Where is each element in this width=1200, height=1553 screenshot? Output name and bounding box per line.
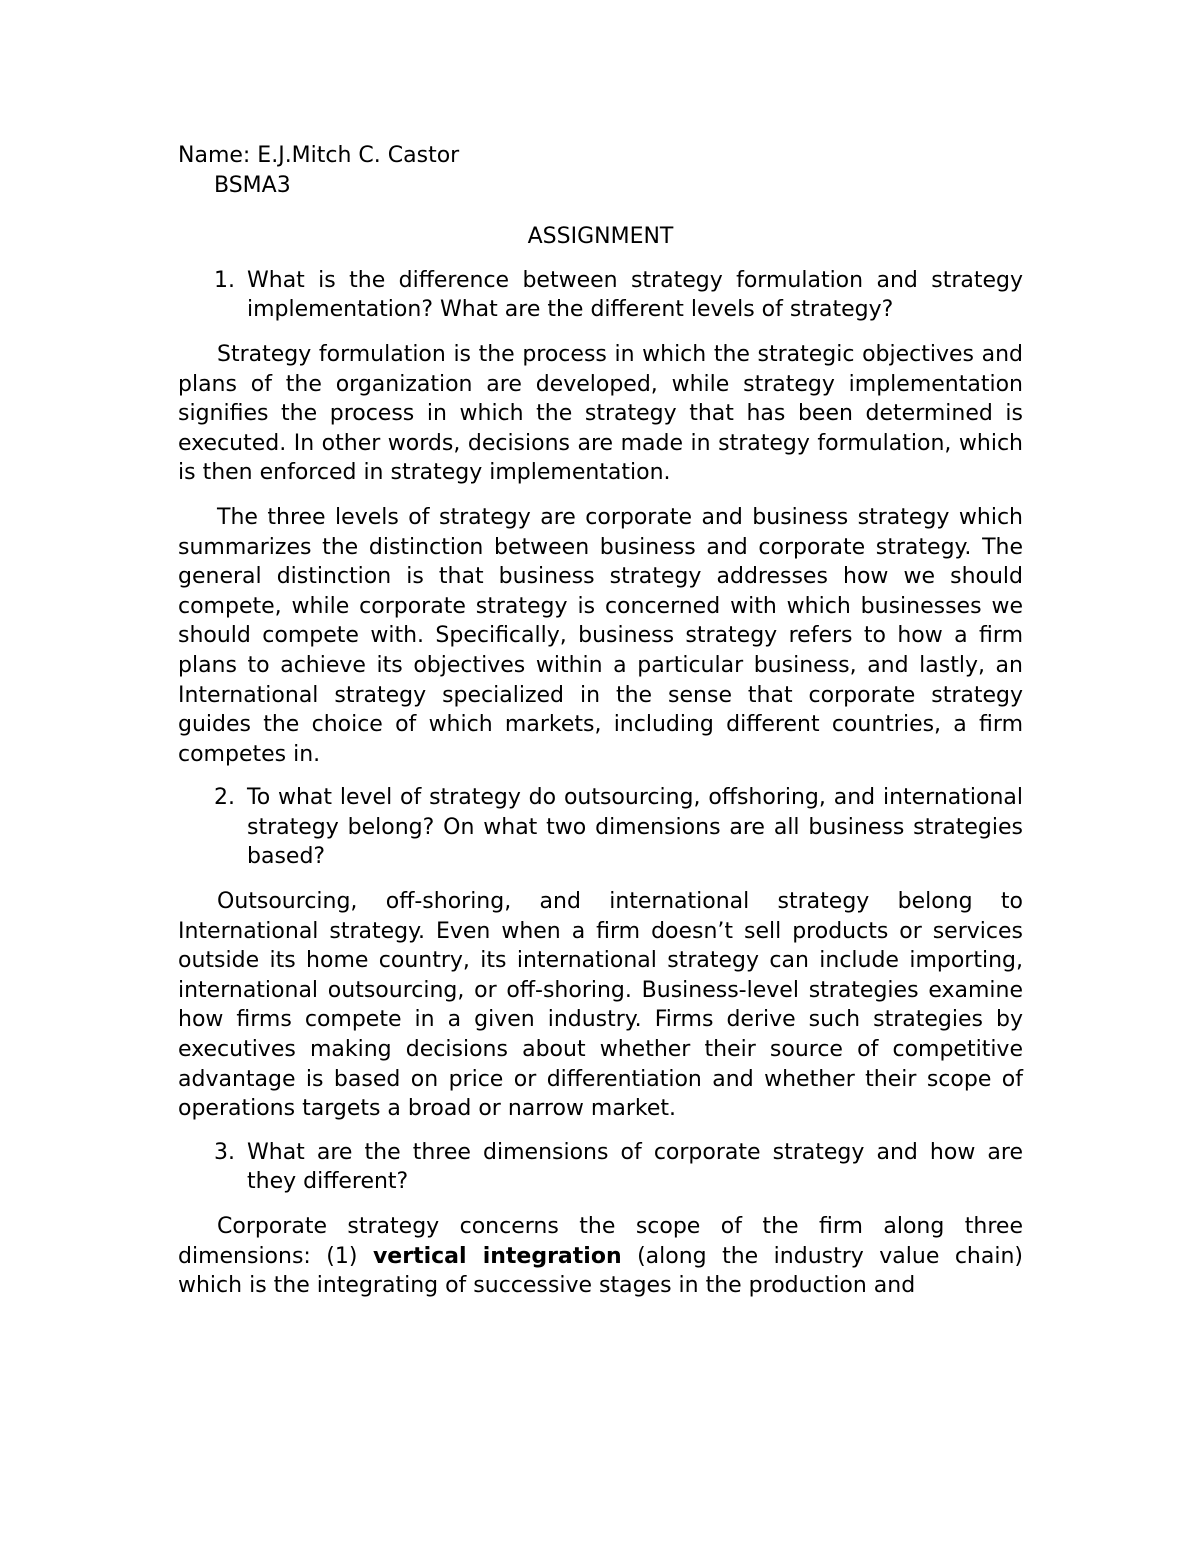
question-number: 3. — [214, 1139, 235, 1165]
answer-3-intro: Corporate strategy concerns the scope of the firm along three dimensions: (1) — [178, 1214, 1023, 1269]
question-number: 2. — [214, 785, 235, 811]
answer-2-paragraph-1: Outsourcing, off-shoring, and international strategy belong to International strategy. Even when a firm doesn’t sell products or services outside its home country, its international strategy can include importing, international outsourcing, or off-shoring. Business-level strategies examine how firms compete in a given industry. Firms derive such strategies by executives making decisions about whether their source of competitive advantage is based on price or differentiation and whether their scope of operations targets a broad or narrow market. — [178, 889, 1023, 1122]
document-body — [178, 141, 1023, 1301]
answer-3-paragraph-1 — [178, 1212, 1023, 1301]
question-1 — [178, 266, 1023, 325]
answer-1-paragraph-2: The three levels of strategy are corporate and business strategy which summarizes the distinction between business and corporate strategy. The general distinction is that business strategy addresses how we should compete, while corporate strategy is concerned with which businesses we should compete with. Specifically, business strategy refers to how a firm plans to achieve its objectives within a particular business, and lastly, an International strategy specialized in the sense that corporate strategy guides the choice of which markets, including different countries, a firm competes in. — [178, 504, 1023, 767]
question-3 — [178, 1138, 1023, 1197]
course-code: BSMA3 — [214, 172, 291, 198]
answer-3-term: vertical integration — [372, 1243, 622, 1269]
question-text: To what level of strategy do outsourcing, offshoring, and international strategy belong? On what two dimensions are all business strategies based? — [247, 785, 1023, 870]
question-2 — [178, 783, 1023, 872]
answer-3-continuation: (along the industry value chain) which is the integrating of successive stages in the production and — [178, 1243, 1023, 1299]
question-text: What is the difference between strategy formulation and strategy implementation? What are the different levels of strategy? — [247, 267, 1023, 323]
question-number: 1. — [214, 267, 235, 293]
question-text: What are the three dimensions of corporate strategy and how are they different? — [247, 1139, 1023, 1195]
page-title: ASSIGNMENT — [527, 224, 674, 250]
student-name: Name: E.J.Mitch C. Castor — [178, 143, 460, 168]
answer-1-paragraph-1: Strategy formulation is the process in which the strategic objectives and plans of the organization are developed, while strategy implementation signifies the process in which the strategy that has been determined is executed. In other words, decisions are made in strategy formulation, which is then enforced in strategy implementation. — [178, 341, 1023, 486]
